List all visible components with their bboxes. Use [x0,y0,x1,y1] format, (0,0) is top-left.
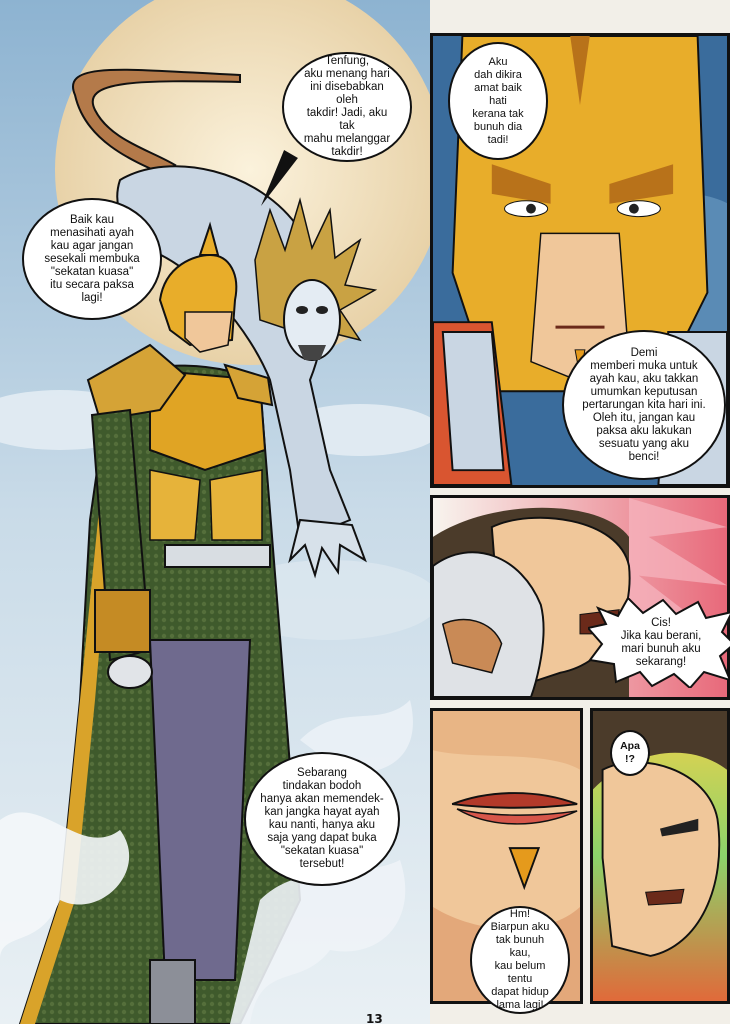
page-number: 13 [366,1012,383,1024]
cis-text: Cis! Jika kau berani, mari bunuh aku sekarang! [620,617,702,668]
speech-bubble-demi: Demi memberi muka untuk ayah kau, aku takkan umumkan keputusan pertarungan kita hari ini. Oleh itu, jangan kau paksa aku lakukan sesuatu yang aku benci! [562,330,726,480]
speech-bubble-baik-kau: Baik kau menasihati ayah kau agar jangan sesekali membuka "sekatan kuasa" itu secara paksa lagi! [22,198,162,320]
speech-bubble-aku-dikira: Aku dah dikira amat baik hati kerana tak bunuh dia tadi! [448,42,548,160]
speech-bubble-apa: Apa !? [610,730,650,776]
speech-bubble-hm: Hm! Biarpun aku tak bunuh kau, kau belum tentu dapat hidup lama lagi! [470,906,570,1014]
speech-bubble-cis [588,598,730,688]
speech-bubble-tenfung: Tenfung, aku menang hari ini disebabkan oleh takdir! Jadi, aku tak mahu melanggar takdir! [282,52,412,162]
speech-bubble-sebarang: Sebarang tindakan bodoh hanya akan memendek- kan jangka hayat ayah kau nanti, hanya aku saja yang dapat buka "sekatan kuasa" tersebut! [244,752,400,886]
